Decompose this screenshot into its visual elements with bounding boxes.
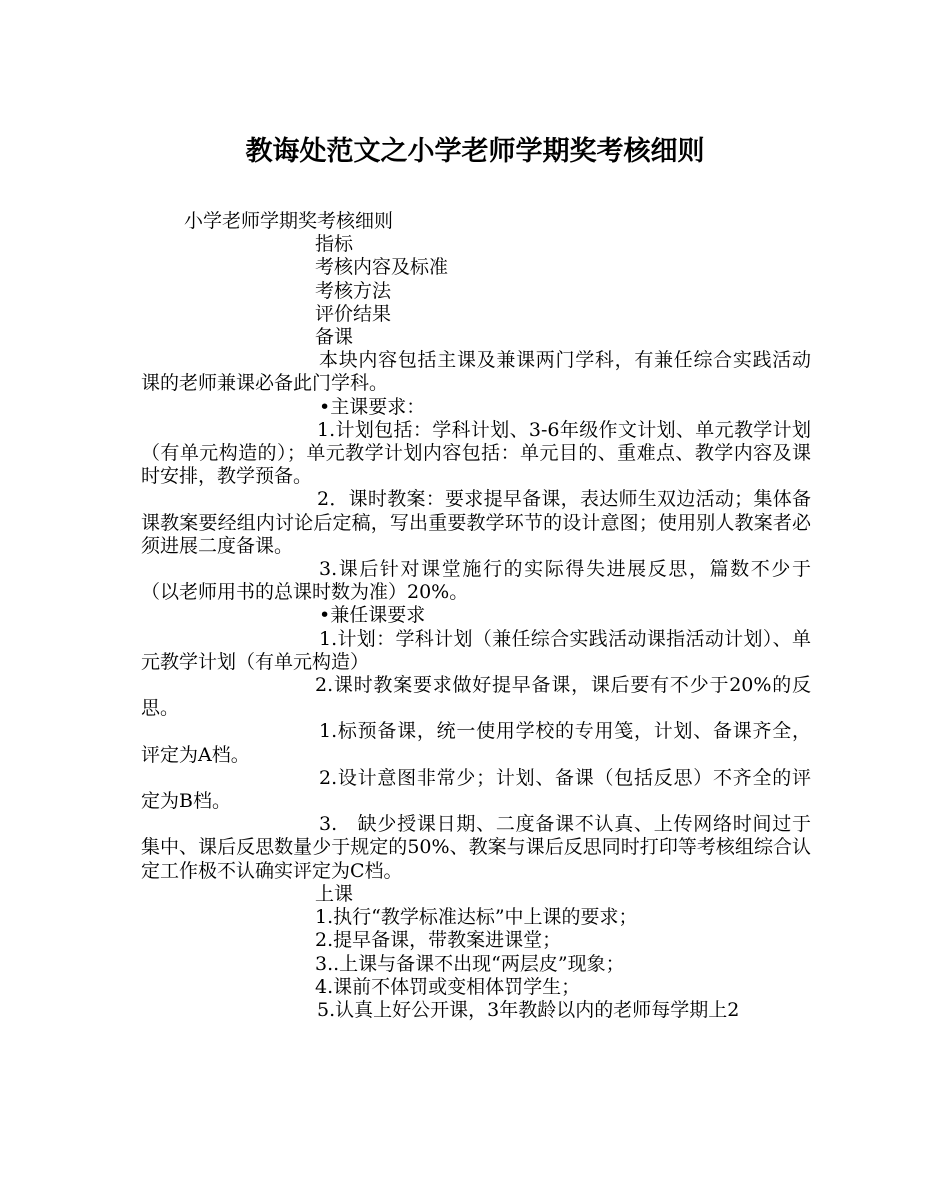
paragraph: 本块内容包括主课及兼课两门学科，有兼任综合实践活动课的老师兼课必备此门学科。 [141,349,811,395]
paragraph: 5.认真上好公开课，3年教龄以内的老师每学期上2 [317,998,740,1021]
paragraph: 评价结果 [315,302,392,325]
paragraph: 考核方法 [315,279,392,302]
paragraph: 2.课时教案要求做好提早备课，课后要有不少于20%的反思。 [141,674,811,720]
paragraph: •兼任课要求 [319,604,426,627]
document-body [141,210,811,1022]
paragraph: 2.提早备课，带教案进课堂； [315,929,562,952]
paragraph: 考核内容及标准 [315,256,449,279]
paragraph: 3. 缺少授课日期、二度备课不认真、上传网络时间过于集中、课后反思数量少于规定的50%、教案与课后反思同时打印等考核组综合认定工作极不认确实评定为C档。 [141,813,811,882]
paragraph: 3.课后针对课堂施行的实际得失进展反思，篇数不少于（以老师用书的总课时数为准）20%。 [141,558,811,604]
paragraph: 1.执行“教学标准达标”中上课的要求； [315,906,638,929]
paragraph: 3..上课与备课不出现“两层皮”现象； [315,952,625,975]
paragraph: 4.课前不体罚或变相体罚学生； [315,975,581,998]
paragraph: 指标 [315,233,354,256]
paragraph: 小学老师学期奖考核细则 [184,210,394,232]
paragraph: 1.标预备课，统一使用学校的专用笺，计划、备课齐全，评定为A档。 [141,720,811,766]
paragraph: 上课 [315,882,354,905]
paragraph: 备课 [315,326,354,349]
paragraph: •主课要求： [319,395,426,418]
paragraph: 2．课时教案：要求提早备课，表达师生双边活动；集体备课教案要经组内讨论后定稿，写出重要教学环节的设计意图；使用别人教案者必须进展二度备课。 [141,488,811,557]
paragraph: 1.计划：学科计划（兼任综合实践活动课指活动计划）、单元教学计划（有单元构造） [141,627,811,673]
paragraph: 1.计划包括：学科计划、3-6年级作文计划、单元教学计划（有单元构造的）；单元教学计划内容包括：单元目的、重难点、教学内容及课时安排，教学预备。 [141,418,811,488]
document-title: 教诲处范文之小学老师学期奖考核细则 [245,136,705,167]
paragraph: 2.设计意图非常少；计划、备课（包括反思）不齐全的评定为B档。 [141,766,811,813]
